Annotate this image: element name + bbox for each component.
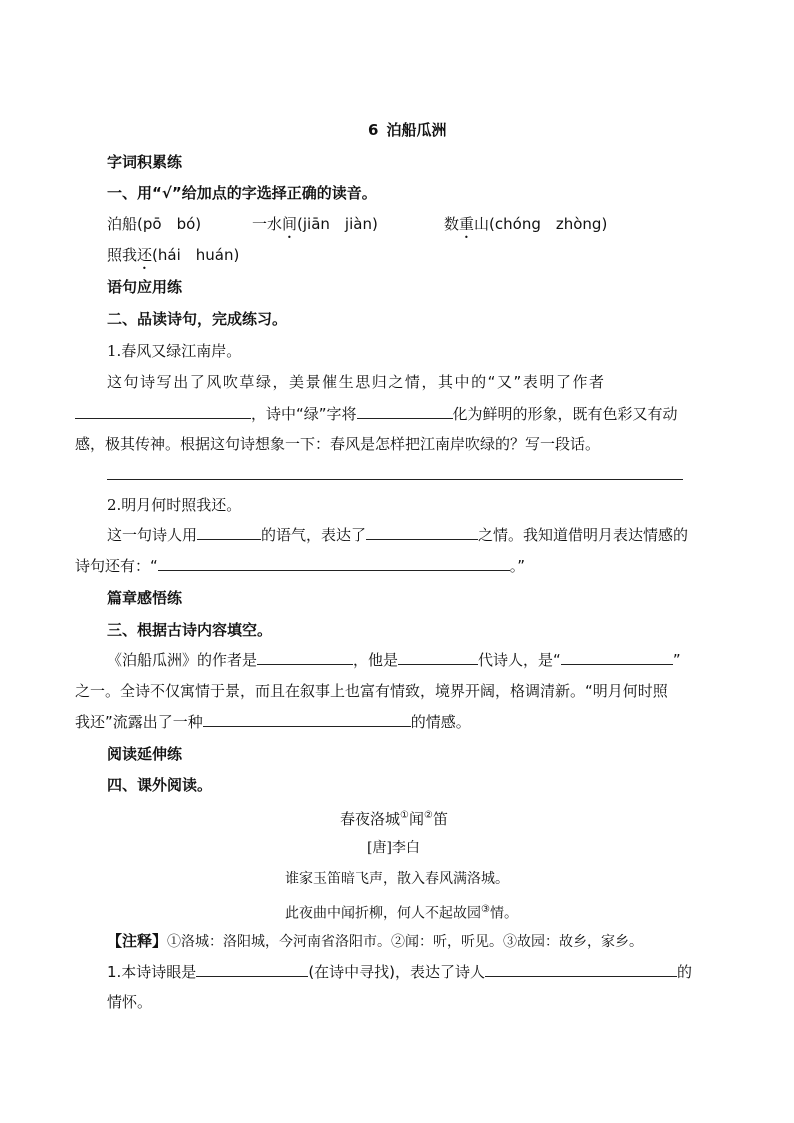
poem-author: [唐]李白 (367, 840, 420, 856)
question-3-prompt: 三、根据古诗内容填空。 (107, 621, 273, 639)
q2-1-line-3: 感，极其传神。根据这句诗想象一下：春风是怎样把江南岸吹绿的？写一段话。 (75, 435, 601, 453)
q2-2-line-2: 诗句还有：“ 。” (75, 557, 526, 575)
pinyin-item-2: 一水间(jiān jiàn) (252, 215, 378, 233)
q4-1-line-2: 情怀。 (107, 993, 153, 1011)
lesson-title: 泊船瓜洲 (386, 121, 447, 139)
lesson-number: 6 (368, 121, 379, 139)
q3-line-3: 我还”流露出了一种 的情感。 (75, 713, 471, 731)
subquestion-2-2-title: 2.明月何时照我还。 (107, 496, 242, 514)
pinyin-options[interactable]: (chóng zhòng) (489, 215, 608, 233)
pinyin-item-3: 数重山(chóng zhòng) (444, 215, 608, 233)
answer-blank[interactable] (357, 404, 453, 419)
page-title (368, 120, 446, 140)
answer-blank[interactable] (398, 650, 478, 665)
answer-line[interactable] (107, 465, 683, 480)
answer-blank[interactable] (158, 556, 510, 571)
section-heading-3: 篇章感悟练 (107, 589, 183, 607)
pinyin-options[interactable]: (hái huán) (152, 246, 240, 264)
pinyin-item-4: 照我还(hái huán) (107, 246, 240, 264)
q2-1-line-1: 这句诗写出了风吹草绿，美景催生思归之情，其中的“又”表明了作者 (107, 373, 606, 391)
pinyin-options[interactable]: (pō bó) (137, 215, 202, 233)
answer-blank[interactable] (203, 712, 411, 727)
q2-2-line-1: 这一句诗人用 的语气，表达了 之情。我知道借明月表达情感的 (107, 526, 689, 544)
q3-line-2: 之一。全诗不仅寓情于景，而且在叙事上也富有情致，境界开阔，格调清新。“明月何时照 (75, 682, 668, 700)
question-4-prompt: 四、课外阅读。 (107, 776, 213, 794)
subquestion-2-1-title: 1.春风又绿江南岸。 (107, 342, 242, 360)
answer-blank[interactable] (197, 525, 261, 540)
answer-blank[interactable] (257, 650, 353, 665)
section-heading-2: 语句应用练 (107, 278, 183, 296)
pinyin-item-1: 泊船(pō bó) (107, 215, 202, 233)
q4-1-line-1: 1.本诗诗眼是 (在诗中寻找)，表达了诗人 的 (107, 963, 693, 981)
section-heading-4: 阅读延伸练 (107, 745, 183, 763)
question-1-prompt: 一、用“√”给加点的字选择正确的读音。 (107, 184, 377, 202)
poem-title: 春夜洛城①闻②笛 (340, 810, 448, 828)
answer-blank[interactable] (561, 650, 673, 665)
notes-label: 【注释】 (107, 932, 168, 950)
q3-line-1: 《泊船瓜洲》的作者是 ，他是 代诗人，是“ ” (107, 651, 681, 669)
pinyin-options[interactable]: (jiān jiàn) (297, 215, 378, 233)
section-heading-1: 字词积累练 (107, 153, 183, 171)
poem-notes: 【注释】①洛城：洛阳城，今河南省洛阳市。②闻：听，听见。③故园：故乡，家乡。 (107, 932, 644, 950)
answer-blank[interactable] (196, 962, 308, 977)
answer-blank[interactable] (75, 404, 251, 419)
question-2-prompt: 二、品读诗句，完成练习。 (107, 310, 288, 328)
poem-line-2: 此夜曲中闻折柳，何人不起故园③情。 (285, 904, 518, 922)
answer-blank[interactable] (366, 525, 478, 540)
answer-blank[interactable] (485, 962, 677, 977)
q2-1-line-2: ，诗中“绿”字将 化为鲜明的形象，既有色彩又有动 (75, 404, 678, 424)
poem-line-1: 谁家玉笛暗飞声，散入春风满洛城。 (285, 871, 509, 887)
